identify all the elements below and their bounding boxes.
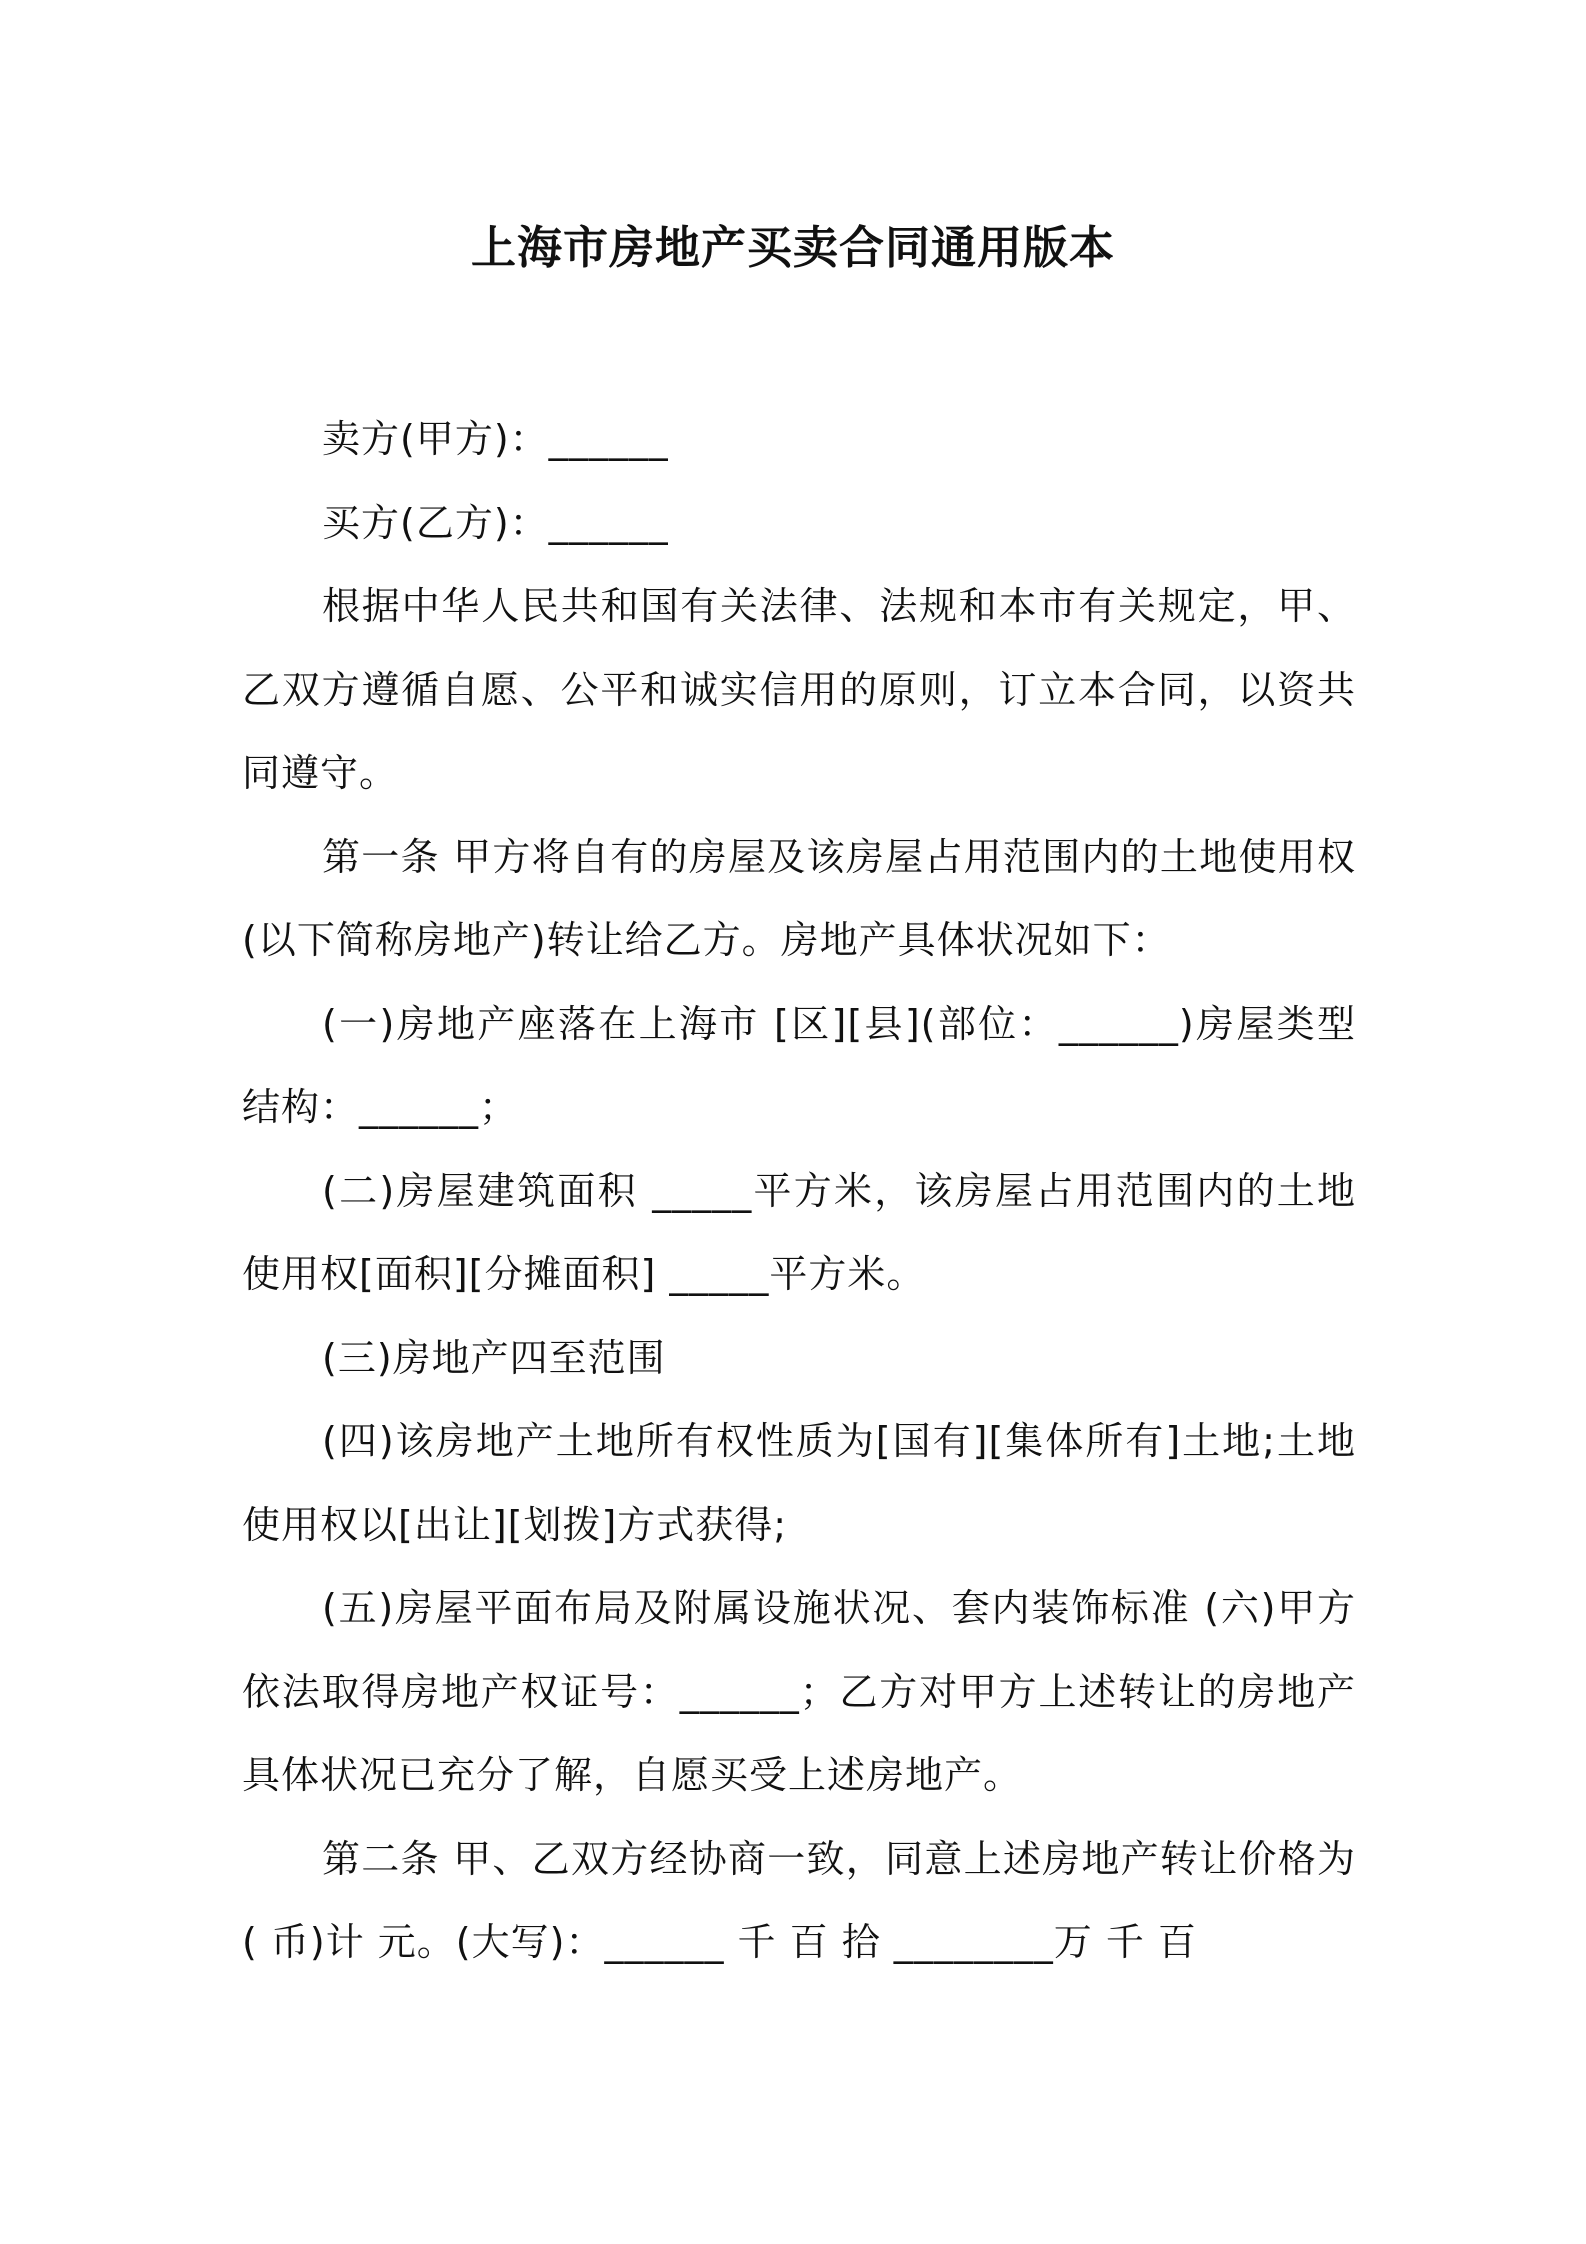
buyer-line: 买方(乙方)：______ bbox=[322, 500, 669, 545]
document-body bbox=[242, 398, 1356, 1985]
preamble-paragraph: 根据中华人民共和国有关法律、法规和本市有关规定，甲、乙双方遵循自愿、公平和诚实信用的原则，订立本合同，以资共同遵守。 bbox=[242, 584, 1356, 795]
article-one-paragraph: 第一条 甲方将自有的房屋及该房屋占用范围内的土地使用权(以下简称房地产)转让给乙方。房地产具体状况如下： bbox=[242, 834, 1356, 962]
item-five-six-paragraph: (五)房屋平面布局及附属设施状况、套内装饰标准 (六)甲方依法取得房地产权证号：______；乙方对甲方上述转让的房地产具体状况已充分了解，自愿买受上述房地产。 bbox=[242, 1586, 1356, 1797]
item-two-paragraph: (二)房屋建筑面积 _____平方米，该房屋占用范围内的土地使用权[面积][分摊面积] _____平方米。 bbox=[242, 1168, 1356, 1296]
item-three-paragraph: (三)房地产四至范围 bbox=[322, 1335, 666, 1380]
item-four-paragraph: (四)该房地产土地所有权性质为[国有][集体所有]土地;土地使用权以[出让][划拨]方式获得; bbox=[242, 1419, 1356, 1547]
seller-line: 卖方(甲方)：______ bbox=[322, 417, 669, 461]
article-two-paragraph: 第二条 甲、乙双方经协商一致，同意上述房地产转让价格为( 币)计 元。(大写)：______ 千 百 拾 ________万 千 百 bbox=[242, 1836, 1356, 1964]
document-title: 上海市房地产买卖合同通用版本 bbox=[470, 221, 1115, 274]
item-one-paragraph: (一)房地产座落在上海市 [区][县](部位：______)房屋类型结构：______； bbox=[242, 1001, 1356, 1129]
